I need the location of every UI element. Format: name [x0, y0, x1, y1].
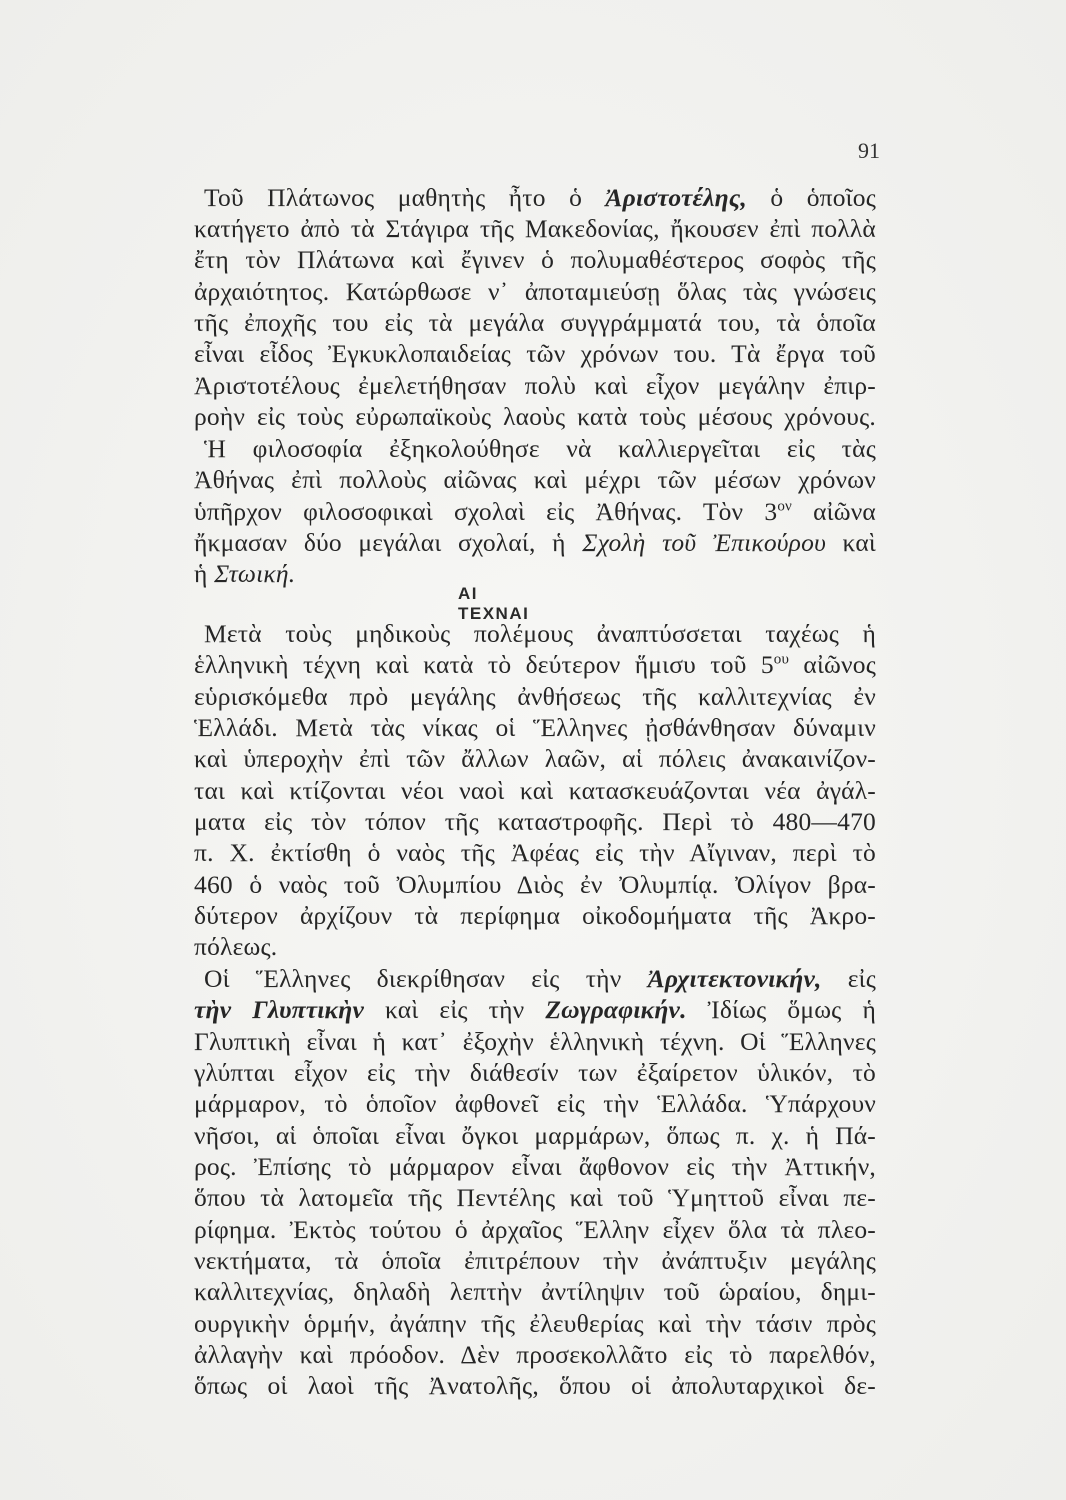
- text-line: [194, 869, 876, 901]
- text-line: [194, 649, 876, 681]
- text-line: [194, 1370, 876, 1402]
- text-run: Οἱ Ἕλληνες διεκρίθησαν εἰς τὴν: [204, 964, 648, 993]
- text-run: ὅπου τὰ λατομεῖα τῆς Πεντέλης καὶ τοῦ Ὑμηττοῦ εἶναι πε-: [194, 1183, 876, 1212]
- text-run: 460 ὁ ναὸς τοῦ Ὀλυμπίου Διὸς ἐν Ὀλυμπίᾳ. Ὀλίγον βρα-: [194, 870, 876, 899]
- text-run: ροὴν εἰς τοὺς εὐρωπαϊκοὺς λαοὺς κατὰ τοὺς μέσους χρόνους.: [194, 402, 876, 431]
- text-line: [194, 1088, 876, 1120]
- text-run: δύτερον ἀρχίζουν τὰ περίφημα οἰκοδομήματα τῆς Ἀκρο-: [194, 901, 876, 930]
- text-run: ουργικὴν ὁρμήν, ἀγάπην τῆς ἐλευθερίας καὶ τὴν τάσιν πρὸς: [194, 1309, 876, 1338]
- page-number: 91: [858, 138, 880, 163]
- text-run: ὑπῆρχον φιλοσοφικαὶ σχολαὶ εἰς Ἀθήνας. Τὸν 3: [194, 497, 778, 526]
- text-line: [194, 401, 876, 433]
- text-run: Ἀθήνας ἐπὶ πολλοὺς αἰῶνας καὶ μέχρι τῶν μέσων χρόνων: [194, 465, 876, 494]
- text-line: [194, 1339, 876, 1371]
- text-run: καὶ ὑπεροχὴν ἐπὶ τῶν ἄλλων λαῶν, αἱ πόλεις ἀνακαινίζον-: [194, 744, 876, 773]
- text-line: [194, 558, 295, 590]
- text-run: καὶ εἰς τὴν: [364, 995, 546, 1024]
- text-line: [194, 1308, 876, 1340]
- section-heading: ΑΙ ΤΕΧΝΑΙ: [458, 584, 530, 623]
- text-run: εὑρισκόμεθα πρὸ μεγάλης ἀνθήσεως τῆς καλλιτεχνίας ἐν: [194, 682, 876, 711]
- text-line: [194, 712, 876, 744]
- text-line: [194, 1214, 876, 1246]
- text-run: Γλυπτικὴ εἶναι ἡ κατ᾽ ἐξοχὴν ἑλληνικὴ τέχνη. Οἱ Ἕλληνες: [194, 1027, 876, 1056]
- text-line: [204, 433, 876, 465]
- text-run: ματα εἰς τὸν τόπον τῆς καταστροφῆς. Περὶ τὸ 480—470: [194, 807, 876, 836]
- text-line: [194, 244, 876, 276]
- text-run: π. Χ. ἐκτίσθη ὁ ναὸς τῆς Ἀφέας εἰς τὴν Αἴγιναν, περὶ τὸ: [194, 838, 876, 867]
- text-run: Σχολὴ τοῦ Ἐπικούρου: [582, 528, 826, 557]
- text-run: Ζωγραφικήν.: [545, 995, 687, 1024]
- text-line: [194, 775, 876, 807]
- text-run: Μετὰ τοὺς μηδικοὺς πολέμους ἀναπτύσσεται ταχέως ἡ: [204, 619, 876, 648]
- text-line: [194, 743, 876, 775]
- text-run: ἑλληνικὴ τέχνη καὶ κατὰ τὸ δεύτερον ἥμισυ τοῦ 5: [194, 650, 774, 679]
- text-run: καλλιτεχνίας, δηλαδὴ λεπτὴν ἀντίληψιν τοῦ ὡραίου, δημι-: [194, 1277, 876, 1306]
- text-run: γλύπται εἶχον εἰς τὴν διάθεσίν των ἐξαίρετον ὑλικόν, τὸ: [194, 1058, 876, 1087]
- text-run: ἡ: [194, 559, 215, 588]
- text-run: Ἡ φιλοσοφία ἐξηκολούθησε νὰ καλλιεργεῖται εἰς τὰς: [204, 434, 876, 463]
- text-line: [194, 1276, 876, 1308]
- text-run: εἰς: [821, 964, 877, 993]
- text-run: πόλεως.: [194, 932, 278, 961]
- text-run: ἀλλαγὴν καὶ πρόοδον. Δὲν προσεκολλᾶτο εἰς τὸ παρελθόν,: [194, 1340, 876, 1369]
- text-line: [194, 276, 876, 308]
- text-run: Ἑλλάδι. Μετὰ τὰς νίκας οἱ Ἕλληνες ᾐσθάνθησαν δύναμιν: [194, 713, 876, 742]
- text-run: Στωική.: [214, 559, 296, 588]
- text-line: [194, 1120, 876, 1152]
- text-line: [194, 370, 876, 402]
- text-line: [194, 338, 876, 370]
- text-run: ὁ ὁποῖος: [746, 183, 876, 212]
- text-run: ον: [777, 498, 792, 515]
- text-line: [194, 900, 876, 932]
- text-run: αἰῶνα: [792, 497, 876, 526]
- text-line: [194, 496, 876, 528]
- text-run: ου: [773, 651, 790, 668]
- text-run: ρίφημα. Ἐκτὸς τούτου ὁ ἀρχαῖος Ἕλλην εἶχεν ὅλα τὰ πλεο-: [194, 1215, 876, 1244]
- text-run: Ἀρχιτεκτονικήν,: [647, 964, 822, 993]
- text-run: κατήγετο ἀπὸ τὰ Στάγιρα τῆς Μακεδονίας, ἤκουσεν ἐπὶ πολλὰ: [194, 214, 876, 243]
- text-line: [194, 931, 277, 963]
- text-line: [194, 1182, 876, 1214]
- text-run: Ἀριστοτέλους ἐμελετήθησαν πολὺ καὶ εἶχον μεγάλην ἐπιρ-: [194, 371, 876, 400]
- text-run: ἤκμασαν δύο μεγάλαι σχολαί, ἡ: [194, 528, 583, 557]
- text-run: ται καὶ κτίζονται νέοι ναοὶ καὶ κατασκευάζονται νέα ἀγάλ-: [194, 776, 876, 805]
- text-line: [194, 464, 876, 496]
- text-line: [194, 837, 876, 869]
- text-run: νῆσοι, αἱ ὁποῖαι εἶναι ὄγκοι μαρμάρων, ὅπως π. χ. ἡ Πά-: [194, 1121, 876, 1150]
- text-line: [194, 1245, 876, 1277]
- text-line: [194, 1151, 876, 1183]
- text-line: [194, 994, 876, 1026]
- text-run: ὅπως οἱ λαοὶ τῆς Ἀνατολῆς, ὅπου οἱ ἀπολυταρχικοὶ δε-: [194, 1371, 876, 1400]
- text-line: [204, 618, 876, 650]
- text-run: ρος. Ἐπίσης τὸ μάρμαρον εἶναι ἄφθονον εἰς τὴν Ἀττικήν,: [194, 1152, 876, 1181]
- text-run: Τοῦ Πλάτωνος μαθητὴς ἦτο ὁ: [204, 183, 606, 212]
- text-run: τῆς ἐποχῆς του εἰς τὰ μεγάλα συγγράμματά του, τὰ ὁποῖα: [194, 308, 876, 337]
- text-line: [194, 1057, 876, 1089]
- text-run: νεκτήματα, τὰ ὁποῖα ἐπιτρέπουν τὴν ἀνάπτυξιν μεγάλης: [194, 1246, 876, 1275]
- text-line: [194, 1026, 876, 1058]
- text-run: τὴν Γλυπτικὴν: [194, 995, 364, 1024]
- text-run: Ἰδίως ὅμως ἡ: [686, 995, 876, 1024]
- text-line: [194, 213, 876, 245]
- text-line: [194, 806, 876, 838]
- text-run: ἀρχαιότητος. Κατώρθωσε ν᾽ ἀποταμιεύσῃ ὅλας τὰς γνώσεις: [194, 277, 876, 306]
- text-run: εἶναι εἶδος Ἐγκυκλοπαιδείας τῶν χρόνων του. Τὰ ἔργα τοῦ: [194, 339, 876, 368]
- text-run: Ἀριστοτέλης,: [605, 183, 747, 212]
- text-run: αἰῶνος: [789, 650, 876, 679]
- text-run: μάρμαρον, τὸ ὁποῖον ἀφθονεῖ εἰς τὴν Ἑλλάδα. Ὑπάρχουν: [194, 1089, 876, 1118]
- text-run: ἔτη τὸν Πλάτωνα καὶ ἔγινεν ὁ πολυμαθέστερος σοφὸς τῆς: [194, 245, 876, 274]
- text-line: [194, 307, 876, 339]
- text-line: [194, 527, 876, 559]
- text-line: [204, 182, 876, 214]
- text-run: καὶ: [825, 528, 876, 557]
- text-line: [204, 963, 876, 995]
- text-line: [194, 681, 876, 713]
